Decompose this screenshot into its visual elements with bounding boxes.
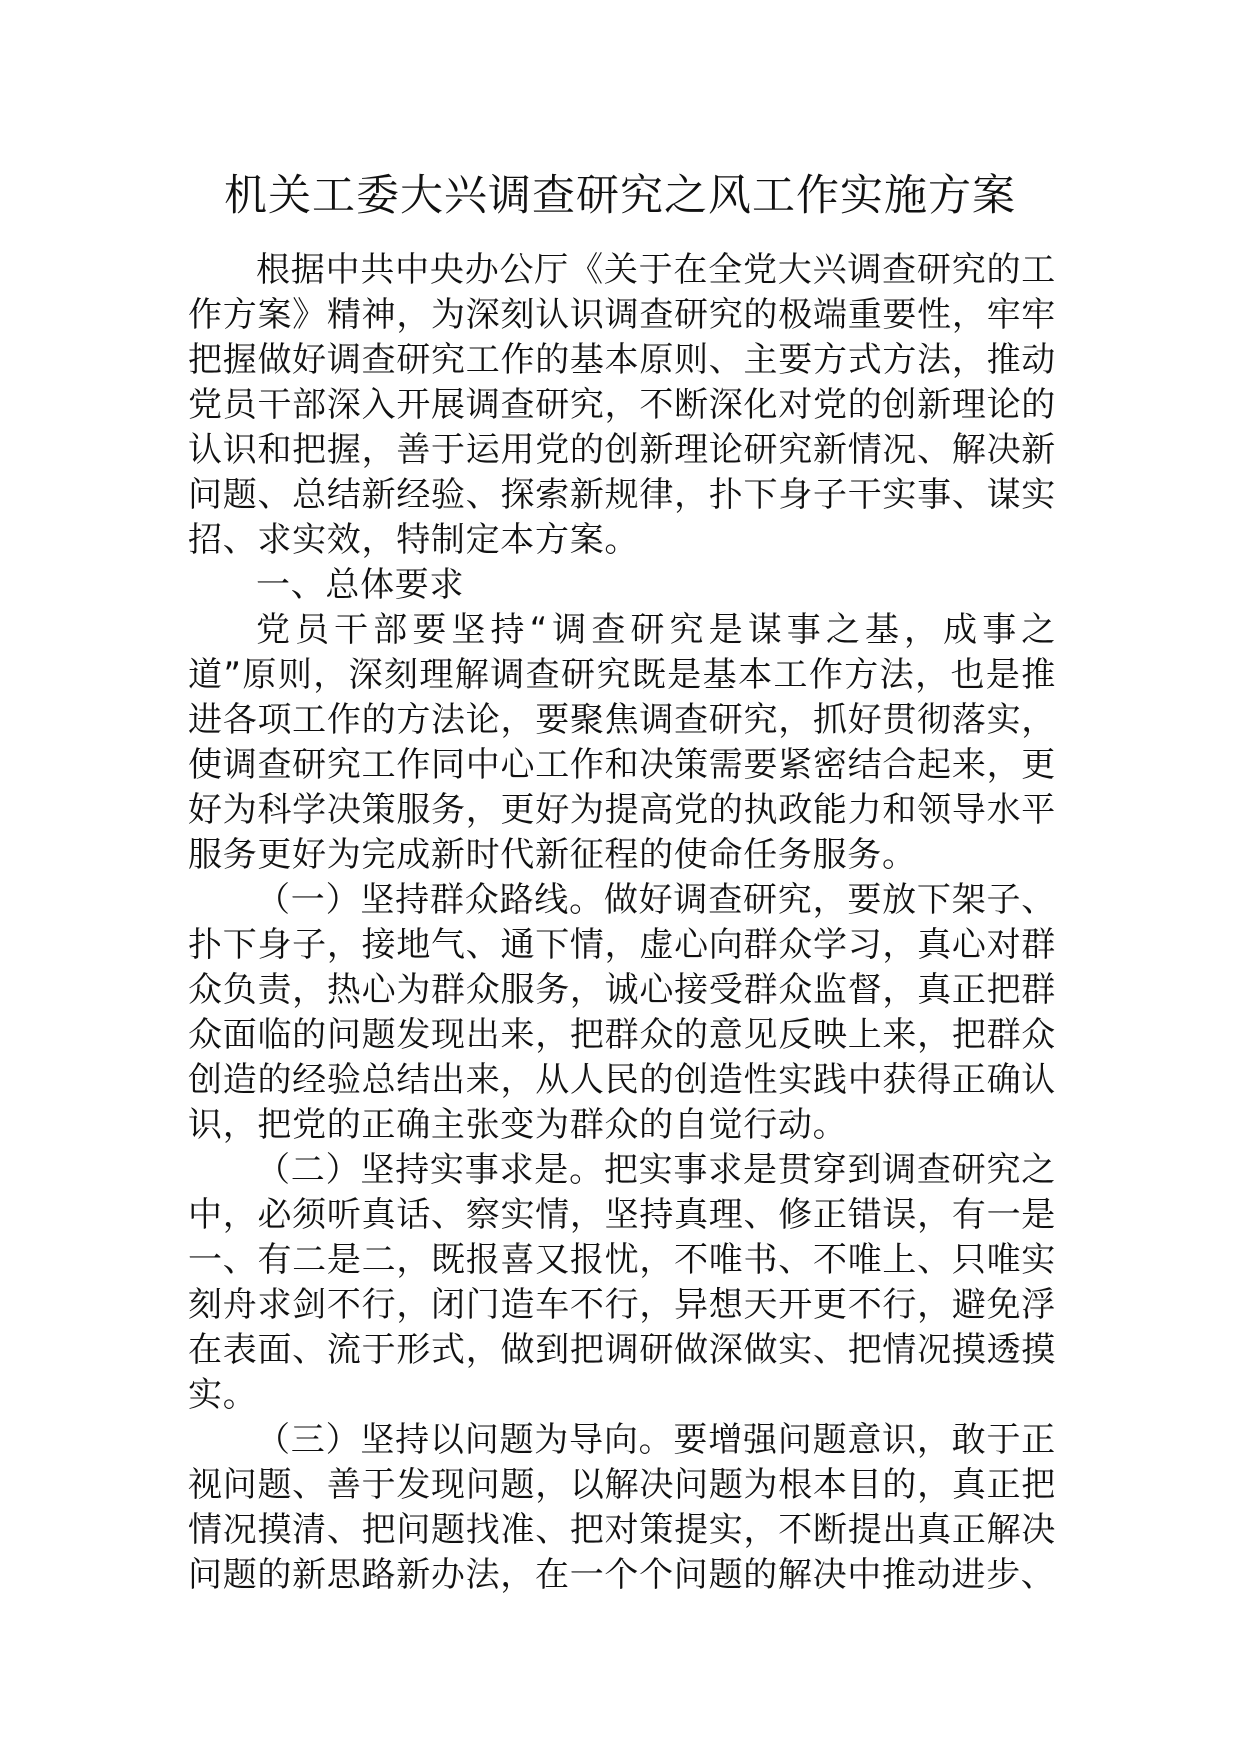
document-body — [188, 248, 1056, 1598]
paragraph-problem-oriented: （三）坚持以问题为导向。要增强问题意识，敢于正视问题、善于发现问题，以解决问题为根本目的，真正把情况摸清、把问题找准、把对策提实，不断提出真正解决问题的新思路新办法，在一个个问题的解决中推动进步、 — [188, 1420, 1056, 1595]
paragraph-general-requirements: 党员干部要坚持“调查研究是谋事之基，成事之道”原则，深刻理解调查研究既是基本工作方法，也是推进各项工作的方法论，要聚焦调查研究，抓好贯彻落实，使调查研究工作同中心工作和决策需要紧密结合起来，更好为科学决策服务，更好为提高党的执政能力和领导水平服务更好为完成新时代新征程的使命任务服务。 — [188, 610, 1056, 875]
document-title: 机关工委大兴调查研究之风工作实施方案 — [224, 171, 1016, 221]
paragraph-mass-line: （一）坚持群众路线。做好调查研究，要放下架子、扑下身子，接地气、通下情，虚心向群众学习，真心对群众负责，热心为群众服务，诚心接受群众监督，真正把群众面临的问题发现出来，把群众的意见反映上来，把群众创造的经验总结出来，从人民的创造性实践中获得正确认识，把党的正确主张变为群众的自觉行动。 — [188, 880, 1056, 1145]
paragraph-intro: 根据中共中央办公厅《关于在全党大兴调查研究的工作方案》精神，为深刻认识调查研究的极端重要性，牢牢把握做好调查研究工作的基本原则、主要方式方法，推动党员干部深入开展调查研究，不断深化对党的创新理论的认识和把握，善于运用党的创新理论研究新情况、解决新问题、总结新经验、探索新规律，扑下身子干实事、谋实招、求实效，特制定本方案。 — [188, 250, 1056, 560]
paragraph-seek-truth: （二）坚持实事求是。把实事求是贯穿到调查研究之中，必须听真话、察实情，坚持真理、修正错误，有一是一、有二是二，既报喜又报忧，不唯书、不唯上、只唯实刻舟求剑不行，闭门造车不行，异想天开更不行，避免浮在表面、流于形式，做到把调研做深做实、把情况摸透摸实。 — [188, 1150, 1056, 1415]
section-heading-general-requirements: 一、总体要求 — [256, 565, 465, 605]
